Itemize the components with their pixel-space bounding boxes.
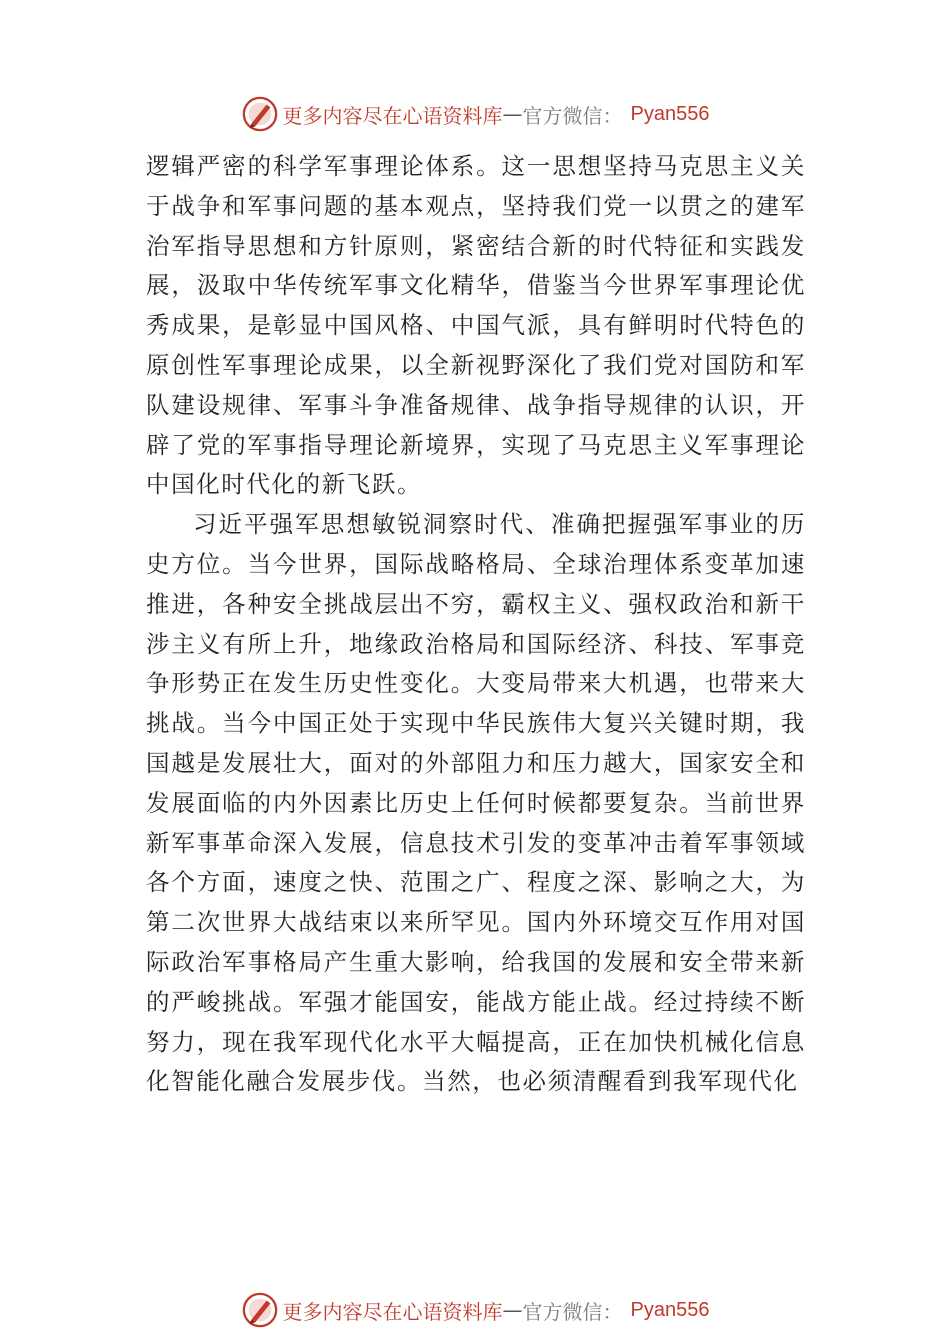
document-body [146, 147, 806, 1102]
banner-wechat-id: Pyan556 [630, 1298, 710, 1321]
banner-title: 更多内容尽在心语资料库 [282, 1299, 503, 1324]
banner-title: 更多内容尽在心语资料库 [282, 103, 503, 128]
paragraph: 逻辑严密的科学军事理论体系。这一思想坚持马克思主义关于战争和军事问题的基本观点，坚持我们党一以贯之的建军治军指导思想和方针原则，紧密结合新的时代特征和实践发展，汲取中华传统军事文化精华，借鉴当今世界军事理论优秀成果，是彰显中国风格、中国气派，具有鲜明时代特色的原创性军事理论成果，以全新视野深化了我们党对国防和军队建设规律、军事斗争准备规律、战争指导规律的认识，开辟了党的军事指导理论新境界，实现了马克思主义军事理论中国化时代化的新飞跃。 [146, 152, 806, 499]
header-watermark-banner [0, 94, 950, 134]
footer-watermark-banner [0, 1290, 950, 1330]
banner-dash: — [502, 102, 523, 126]
paragraph: 习近平强军思想敏锐洞察时代、准确把握强军事业的历史方位。当今世界，国际战略格局、全球治理体系变革加速推进，各种安全挑战层出不穷，霸权主义、强权政治和新干涉主义有所上升，地缘政治格局和国际经济、科技、军事竞争形势正在发生历史性变化。大变局带来大机遇，也带来大挑战。当今中国正处于实现中华民族伟大复兴关键时期，我国越是发展壮大，面对的外部阻力和压力越大，国家安全和发展面临的内外因素比历史上任何时候都要复杂。当前世界新军事革命深入发展，信息技术引发的变革冲击着军事领域各个方面，速度之快、范围之广、程度之深、影响之大，为第二次世界大战结束以来所罕见。国内外环境交互作用对国际政治军事格局产生重大影响，给我国的发展和安全带来新的严峻挑战。军强才能国安，能战方能止战。经过持续不断努力，现在我军现代化水平大幅提高，正在加快机械化信息化智能化融合发展步伐。当然，也必须清醒看到我军现代化 [146, 510, 806, 1096]
banner-wechat-id: Pyan556 [630, 102, 710, 125]
banner-label: 官方微信： [522, 103, 623, 128]
banner-label: 官方微信： [522, 1299, 623, 1324]
pen-seal-logo-icon [241, 95, 279, 133]
banner-dash: — [502, 1298, 523, 1322]
pen-seal-logo-icon [241, 1291, 279, 1329]
